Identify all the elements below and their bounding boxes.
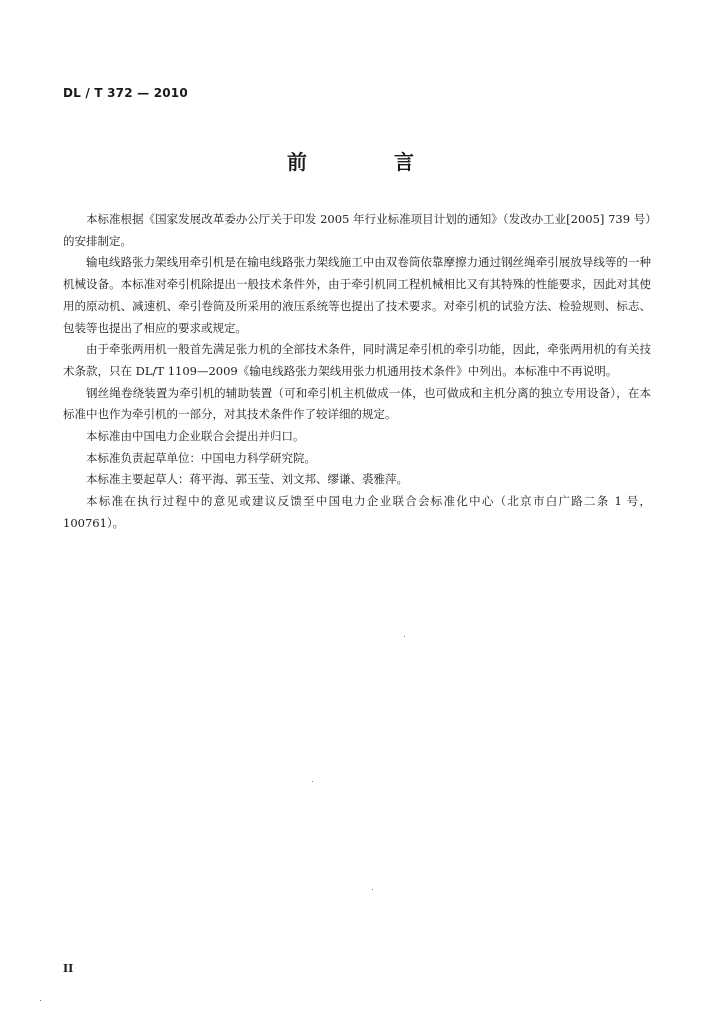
scan-speck: [40, 1000, 41, 1001]
paragraph-dual-purpose-machine: 由于牵张两用机一般首先满足张力机的全部技术条件，同时满足牵引机的牵引功能，因此，牵张两用机的有关技术条款，只在 DL/T 1109—2009《输电线路张力架线用张力机通用技术条件》中列出。本标准中不再说明。: [63, 342, 651, 378]
paragraph-drafters: 本标准主要起草人：蒋平海、郭玉莹、刘文邦、缪谦、裘雅萍。: [86, 472, 408, 487]
standard-code-header: DL / T 372 — 2010: [63, 86, 188, 100]
page-title: 前 言: [287, 150, 454, 174]
paragraph-wire-rope-device: 钢丝绳卷绕装置为牵引机的辅助装置（可和牵引机主机做成一体，也可做成和主机分离的独立专用设备），在本标准中也作为牵引机的一部分，对其技术条件作了较详细的规定。: [63, 385, 651, 422]
scan-speck: [312, 781, 313, 782]
page-number: II: [63, 962, 74, 975]
scan-speck: [404, 636, 405, 637]
paragraph-drafting-unit: 本标准负责起草单位：中国电力科学研究院。: [86, 450, 316, 465]
paragraph-machine-description: 输电线路张力架线用牵引机是在输电线路张力架线施工中由双卷筒依靠摩擦力通过钢丝绳牵引展放导线等的一种机械设备。本标准对牵引机除提出一般技术条件外，由于牵引机同工程机械相比又有其特殊的性能要求，因此对其使用的原动机、减速机、牵引卷筒及所采用的液压系统等也提出了技术要求。对牵引机的试验方法、检验规则、标志、包装等也提出了相应的要求或规定。: [63, 255, 651, 335]
paragraph-feedback-address: 本标准在执行过程中的意见或建议反馈至中国电力企业联合会标准化中心（北京市白广路二条 1 号，100761）。: [63, 494, 651, 530]
foreword-body: [63, 209, 651, 535]
paragraph-plan-basis: 本标准根据《国家发展改革委办公厅关于印发 2005 年行业标准项目计划的通知》（发改办工业[2005] 739 号）的安排制定。: [63, 212, 651, 248]
paragraph-proposer: 本标准由中国电力企业联合会提出并归口。: [86, 429, 305, 444]
scan-speck: [372, 889, 373, 890]
